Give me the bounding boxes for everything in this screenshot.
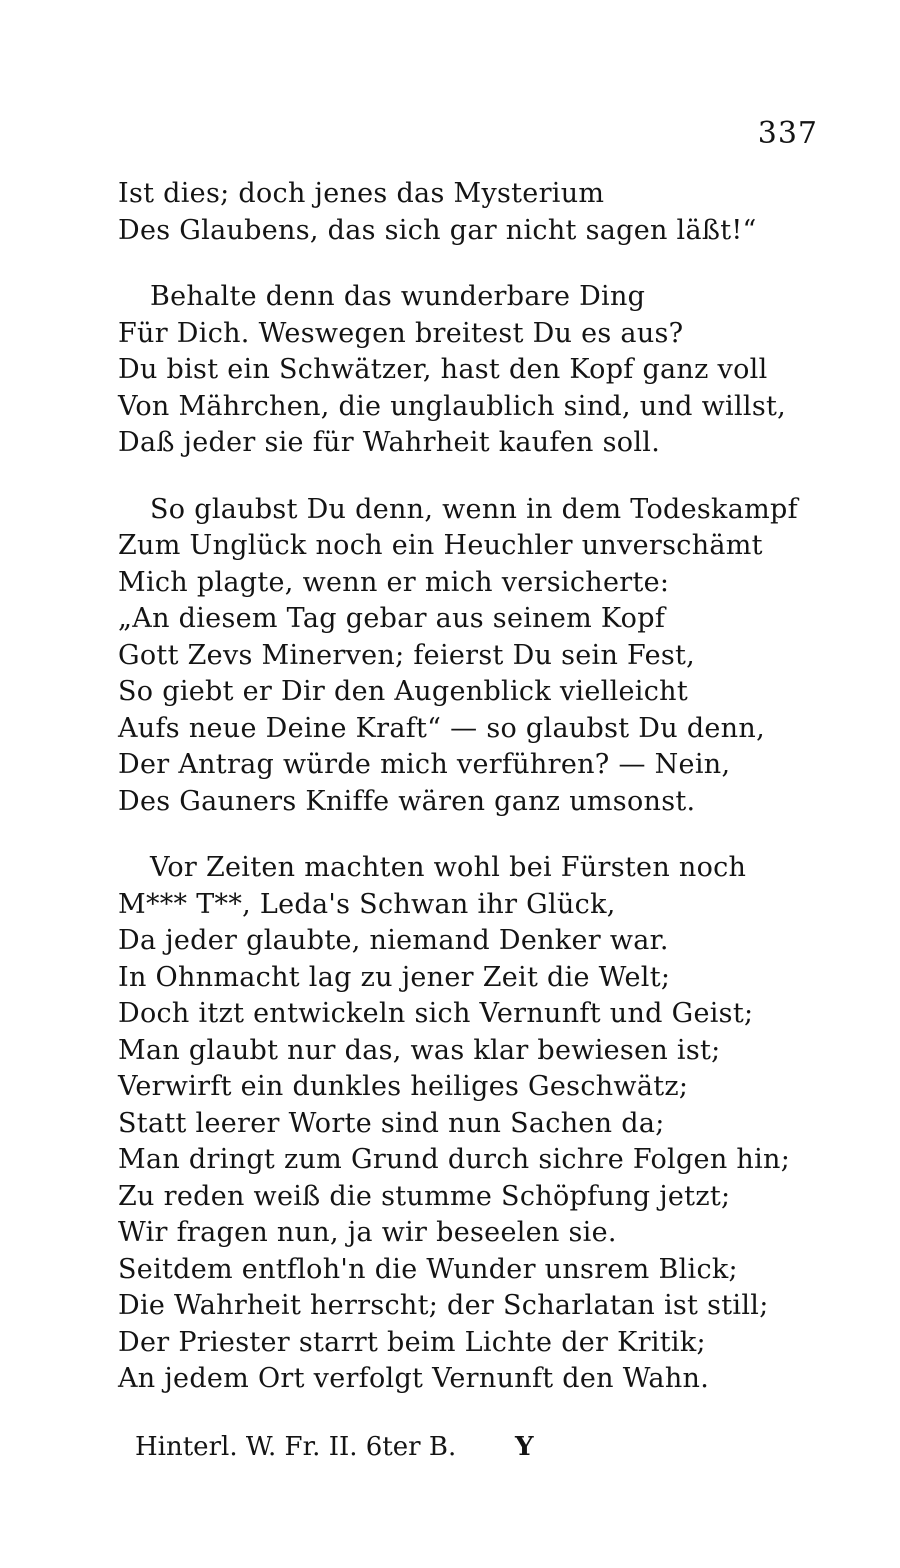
poem-line: Ist dies; doch jenes das Mysterium — [118, 178, 605, 209]
stanza-4 — [118, 850, 818, 1398]
poem-line: In Ohnmacht lag zu jener Zeit die Welt; — [118, 961, 671, 993]
poem-line: Daß jeder sie für Wahrheit kaufen soll. — [118, 427, 661, 458]
poem-line: Der Priester starrt beim Lichte der Kritik; — [118, 1326, 706, 1358]
printer-signature: Hinterl. W. Fr. II. 6ter B. — [135, 1432, 457, 1462]
poem-line: Gott Zevs Minerven; feierst Du sein Fest, — [118, 639, 696, 671]
poem-line: An jedem Ort verfolgt Vernunft den Wahn. — [118, 1363, 710, 1394]
poem-line: Aufs neue Deine Kraft“ — so glaubst Du denn, — [118, 712, 765, 744]
stanza-3 — [118, 492, 818, 821]
poem-line: Behalte denn das wunderbare Ding — [150, 281, 646, 312]
poem-line: Zu reden weiß die stumme Schöpfung jetzt; — [118, 1180, 731, 1212]
poem-line: Seitdem entfloh'n die Wunder unsrem Blick; — [118, 1253, 738, 1285]
poem-line: Des Gauners Kniffe wären ganz umsonst. — [118, 785, 696, 817]
poem-line: Wir fragen nun, ja wir beseelen sie. — [118, 1217, 617, 1248]
poem-line: Der Antrag würde mich verführen? — Nein, — [118, 749, 731, 780]
poem-line: M*** T**, Leda's Schwan ihr Glück, — [118, 888, 616, 920]
poem-line: Man dringt zum Grund durch sichre Folgen hin; — [118, 1144, 791, 1175]
poem-line: Zum Unglück noch ein Heuchler unverschämt — [118, 530, 763, 561]
poem-line: Vor Zeiten machten wohl bei Fürsten noch — [150, 852, 747, 883]
poem-line: Du bist ein Schwätzer, hast den Kopf ganz voll — [118, 354, 768, 385]
poem-line: Da jeder glaubte, niemand Denker war. — [118, 925, 669, 956]
poem-line: So giebt er Dir den Augenblick vielleicht — [118, 676, 688, 707]
poem — [118, 176, 818, 1428]
poem-line: Statt leerer Worte sind nun Sachen da; — [118, 1107, 665, 1139]
poem-line: So glaubst Du denn, wenn in dem Todeskampf — [150, 493, 798, 525]
stanza-1 — [118, 176, 818, 249]
poem-line: Für Dich. Weswegen breitest Du es aus? — [118, 317, 684, 349]
poem-line: Mich plagte, wenn er mich versicherte: — [118, 566, 670, 598]
poem-line: „An diesem Tag gebar aus seinem Kopf — [118, 603, 666, 634]
poem-line: Die Wahrheit herrscht; der Scharlatan ist still; — [118, 1290, 769, 1321]
poem-line: Doch itzt entwickeln sich Vernunft und Geist; — [118, 998, 754, 1029]
poem-line: Des Glaubens, das sich gar nicht sagen läßt!“ — [118, 214, 757, 246]
poem-line: Von Mährchen, die unglaublich sind, und willst, — [118, 390, 787, 422]
poem-line: Man glaubt nur das, was klar bewiesen ist; — [118, 1034, 721, 1066]
sheet-mark: Y — [515, 1432, 534, 1462]
page-number: 337 — [757, 116, 818, 151]
stanza-2 — [118, 279, 818, 462]
poem-line: Verwirft ein dunkles heiliges Geschwätz; — [118, 1071, 689, 1102]
